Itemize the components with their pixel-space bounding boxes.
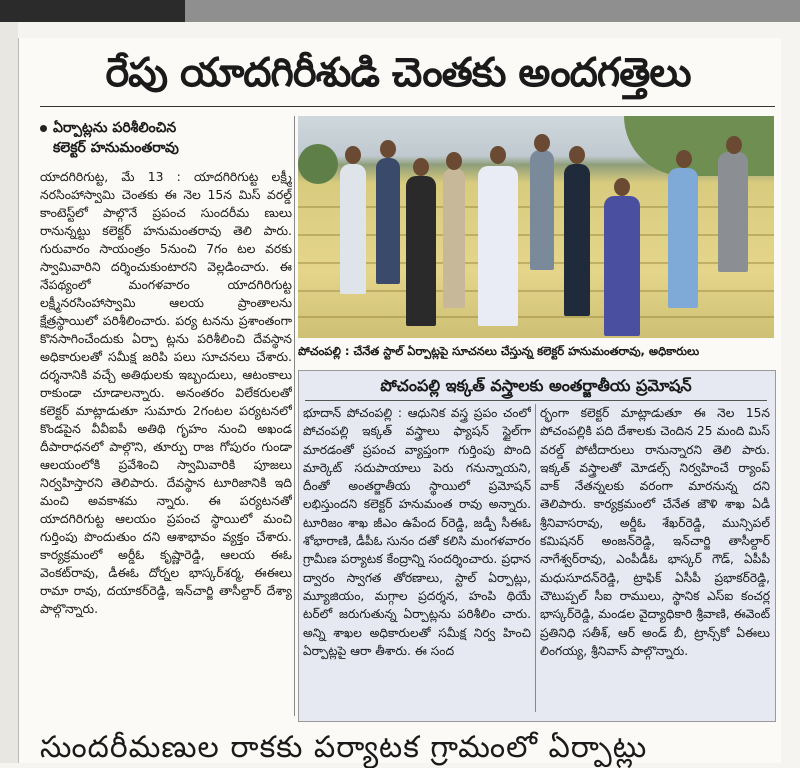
person-figure	[718, 152, 748, 272]
person-figure	[443, 168, 465, 308]
sidebar-story-column-2: ర్భంగా కలెక్టర్ మాట్లాడుతూ ఈ నెల 15న పోచంపల్లికి పది దేశాలకు చెందిన 25 మంది మిస్ వరల్డ్ పోటీదారులు రానున్నారని తెలి పారు. ఇక్కత్ వస్త్రాలతో మోడల్స్ నిర్వహించే ర్యాంప్ వాక్ నేతన్నలకు వరంగా మారనున్న దని తెలిపారు. కార్యక్రమంలో చేనేత జౌళి శాఖ ఏడీ శ్రీనివాసరావు, అర్డీఓ శేఖర్‌రెడ్డి, మున్సిపల్ కమిషనర్ అంజన్‌రెడ్డి, ఇన్‌చార్జి తాసీల్దార్ నాగేశ్వర్‌రావు, ఎంపీడీఓ భాస్కర్ గౌడ్, ఏపీపీ మధుసూదన్‌రెడ్డి, ట్రాఫిక్ ఏసీపీ ప్రభాకర్‌రెడ్డి, చౌటుప్పల్ సీఐ రాములు, స్థానిక ఎస్ఐ కంచర్ల భాస్కర్‌రెడ్డి, మండల వైద్యాధికారి శ్రీవాణి, ఈవెంట్ ప్రతినిధి సతీశ్, ఆర్ అండ్ బీ, ట్రాన్స్‌కో ఏఈలు లింగయ్య, శ్రీనివాస్ పాల్గొన్నారు.	[540, 406, 770, 658]
person-figure	[406, 176, 436, 326]
person-figure	[340, 164, 366, 294]
person-figure	[376, 158, 400, 284]
news-photo	[298, 116, 774, 338]
subheadline-line1: ఏర్పాట్లను పరిశీలించిన	[53, 120, 177, 136]
viewer-bar-dark	[0, 0, 185, 22]
viewer-bar	[185, 0, 800, 22]
bottom-headline: సుందరీమణుల రాకకు పర్యాటక గ్రామంలో ఏర్పాట్లు	[40, 730, 648, 765]
photo-caption: పోచంపల్లి : చేనేత స్టాల్ ఏర్పాట్లపై సూచనలు చేస్తున్న కలెక్టర్ హనుమంతరావు, అధికారులు	[298, 344, 700, 358]
subheadline	[40, 118, 290, 158]
sidebar-story-column-1: భూదాన్ పోచంపల్లి : ఆధునిక వస్త్ర ప్రపం చంలో పోచంపల్లి ఇక్కత్ వస్త్రాలు ఫ్యాషన్ స్టైల్‌గా మారడంతో ప్రపంచ వ్యాప్తంగా గుర్తింపు పొంది మార్కెట్ సదుపాయాలు పెరు గనున్నాయని, దీంతో అంతర్జాతీయ స్థాయిలో ప్రమోషన్ లభిస్తుందని కలెక్టర్ హనుమంత రావు అన్నారు. టూరిజం శాఖ జీఎం ఉపేంద ర్‌రెడ్డి, జడ్పీ సీఈఓ శోభారాణి, డీపీఓ సునం దతో కలిసి మంగళవారం గ్రామీణ పర్యాటక కేంద్రాన్ని సందర్శించారు. ప్రధాన ద్వారం స్వాగత తోరణాలు, స్టాల్ ఏర్పాట్లు, మ్యూజియం, మగ్గాల ప్రదర్శన, హంపి థియే టర్‌లో జరుగుతున్న ఏర్పాట్లను పరిశీలిం చారు. అన్ని శాఖల అధికారులతో సమీక్ష నిర్వ హించి ఏర్పాట్లపై ఆరా తీశారు. ఈ సంద	[303, 406, 531, 658]
person-figure	[478, 166, 518, 326]
headline-rule	[40, 106, 775, 107]
sidebar-column-divider	[535, 404, 536, 712]
person-figure	[668, 168, 698, 308]
sidebar-story-title: పోచంపల్లి ఇక్కత్ వస్త్రాలకు అంతర్జాతీయ ప్రమోషన్	[380, 376, 692, 395]
subheadline-line2: కలెక్టర్ హనుమంతరావు	[53, 140, 179, 156]
person-figure	[564, 164, 590, 316]
person-figure	[530, 150, 554, 270]
main-article-text: యాదగిరిగుట్ట, మే 13 : యాదగిరిగుట్ట లక్ష్మీ నరసింహాస్వామి చెంతకు ఈ నెల 15న మిస్ వరల్డ్ కాంటెస్ట్‌లో పాల్గొనే ప్రపంచ సుందరీమ ణులు రానున్నట్టు కలెక్టర్ హనుమంతరావు తెలి పారు. గురువారం సాయంత్రం 5నుంచి 7గం టల వరకు స్వామివారిని దర్శించుకుంటారని వెల్లడించారు. ఈ నేపథ్యంలో మంగళవారం యాదగిరిగుట్ట లక్ష్మీనరసింహాస్వామి ఆలయ ప్రాంతాలను క్షేత్రస్థాయిలో పరిశీలించారు. పర్య టనను ప్రశాంతంగా కొనసాగించేందుకు ఏర్పా ట్లను పరిశీలించి దేవస్థాన అధికారులతో సమీక్ష జరిపి పలు సూచనలు చేశారు. దర్శనానికి వచ్చే అతిథులకు ఇబ్బందులు, ఆటంకాలు రాకుండా చూడాలన్నారు. అనంతరం విలేకరులతో కలెక్టర్ మాట్లాడుతూ సుమారు 2గంటల పర్యటనలో కొండపైన వీవీఐపీ అతిథి గృహం నుంచి అఖండ దీపారాధనలో పాల్గొని, తూర్పు రాజ గోపురం గుండా ఆలయంలోకి ప్రవేశించి స్వామివారికి పూజలు నిర్వహిస్తారని తెలిపారు. దేవస్థాన టూరిజానికి ఇది మంచి అవకాశమ న్నారు. ఈ పర్యటనతో యాదగిరిగుట్ట ఆలయం ప్రపంచ స్థాయిలో మంచి గుర్తింపు పొందుతుం దని ఆశాభావం వ్యక్తం చేశారు. కార్యక్రమంలో అర్డీఓ కృష్ణారెడ్డి, ఆలయ ఈఓ వెంకట్‌రావు, డీఈఓ దోర్నల భాస్కర్‌శర్మ, ఈఈలు రామా రావు, దయాకర్‌రెడ్డి, ఇన్‌చార్జి తాసీల్దార్ దేశ్యా పాల్గొన్నారు.	[40, 169, 292, 616]
adjacent-clipping-edge	[0, 22, 18, 763]
bullet-icon	[40, 125, 47, 132]
tree-foliage	[624, 116, 774, 176]
column-divider	[294, 116, 295, 716]
person-figure	[604, 196, 640, 336]
headline: రేపు యాదగిరీశుడి చెంతకు అందగత్తెలు	[105, 50, 691, 96]
sidebar-title-rule	[305, 400, 767, 401]
tree-foliage-left	[298, 144, 338, 184]
